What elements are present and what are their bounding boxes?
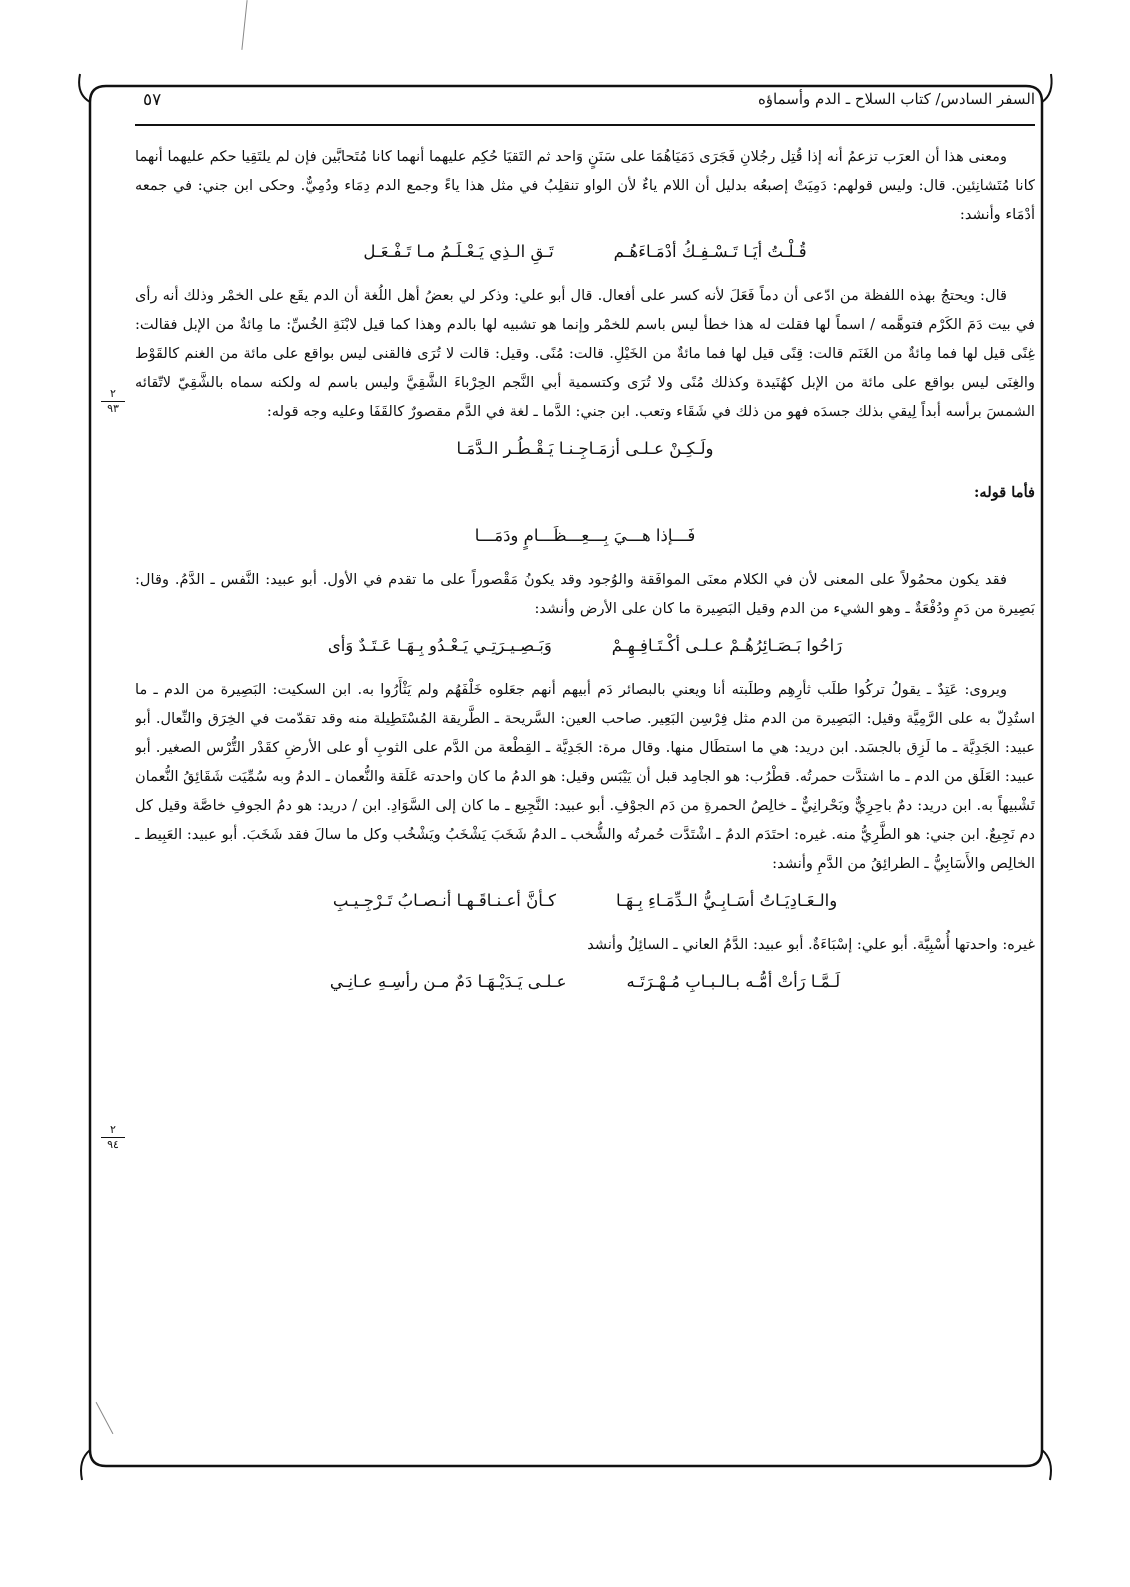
margin-note-top: ٢ (110, 387, 116, 400)
margin-note (98, 1124, 128, 1151)
paragraph: ومعنى هذا أن العرَب تزعمُ أنه إذا قُتِل رجُلانِ فَجَرَى دَمَيَاهُمَا على سَنَنٍ وَاحد ثم التَقيَا حُكِم عليهما أنهما كانا مُتَحابَّين فإن لم يلتَقِيا حكم عليهما أنهما كانا مُتَشانِئين. قال: وليس قولهم: دَمِيَتْ إصبعُه بدليل أن اللام ياءٌ لأن الواو تنقلِبُ في مثل هذا ياءً وجمع الدم دِمَاء ودُمِيٌّ. وحكى ابن جني: في جمعه أدْمَاء وأنشد: (135, 148, 1035, 223)
paragraph: ويروى: عَتِدٌ ـ يقولُ تركُوا طلَب ثأرِهِم وطلَبته أنا ويعني بالبصائر دَم أبيهم أنهم جعَلوه خَلْفَهُم ولم يَثْأَرُوا به. ابن السكيت: البَصِيرة من الدم ـ ما استُدِلّ به على الرَّمِيَّة وقيل: البَصِيرة من الدم مثل فِرْسِن البَعِير. صاحب العين: السَّريحة ـ الطَّريقة المُسْتَطِيلة منه وقد تقدّمت في الخِرَق والنِّعال. أبو عبيد: الجَدِيَّة ـ ما لَزِق بالجسَد. ابن دريد: هي ما استطَال منها. وقال مرة: الجَدِيَّة ـ القِطْعة من الدَّم على الثوبِ أو على الأرضِ كقَدْر التُّرْس الصغير. أبو عبيد: العَلَق من الدم ـ ما اشتدَّت حمرتُه. قطْرُب: هو الجامِد قبل أن يَيْبَس وقيل: هو الدمُ ما كان واحدته عَلَقة والنُّعمان ـ الدمُ وبه سُمِّيَت شَقَائِقُ النُّعمان تَشْبيهاً به. ابن دريد: دمٌ باحِرِيٌّ وبَحْرانِيٌّ ـ خالِصُ الحمرةِ من دَم الجوْفِ. أبو عبيد: النَّجِيع ـ ما كان إلى السَّوَادِ. ابن / دريد: هو دمُ الجوفِ خاصَّة وقيل كل دم نَجِيعٌ. ابن جني: هو الطَّرِيُّ منه. غيره: احتَدَم الدمُ ـ اشْتَدَّت حُمرتُه والشُّخب ـ الدمُ شَخَبَ يَشْخَبُ ويَشْخُب وكل ما سالَ فقد شَخَبَ. أبو عبيد: العَبِيط ـ الخالِص والأَسَابِيُّ ـ الطرائِقُ من الدَّمِ وأنشد: (135, 681, 1035, 872)
verse (135, 884, 1035, 918)
header-rule (135, 124, 1035, 126)
margin-note (98, 388, 128, 415)
margin-note-bottom: ٩٤ (107, 1138, 119, 1151)
verse-second-hemistich: تَـقِ الـذِي يَـعْـلَـمُ مـا تَـفْـعَـل (363, 242, 554, 261)
paragraph: قال: ويحتجُ بهذه اللفظة من ادّعى أن دماً فَعَلَ لأنه كسر على أفعال. قال أبو علي: وذكر لي بعضُ أهل اللُغة أن الدم يقَع على الخمْر وذلك أنه رأى في بيت دَمَ الكَرْم فتوهَّمه / اسماً لها فقلت له هذا خطأ ليس باسم للخمْر وإنما هو تشبيه لها بالدم وهذا كما قيل لابْنَةِ الخُسِّ: ما مِائةٌ من الإبل فقالت: غِنًى قيل لها فما مِائةٌ من الغَنَم قالت: قِنًى قيل لها فما مائةٌ من الخَيْلِ. قالت: مُنًى. وقيل: قالت لا تُرَى فالقنى ليس بواقع على مائة من الغنم كالقَوْط والغِنَى ليس بواقع على مائة من الإبل كهُنَيدة وكذلك مُنًى ولا تُرَى وكتسمية أبي النَّجم الحِرْباءَ الشَّقِيَّ وليس باسم له ولكنه سماه بالشَّقِيّ لاتّقائه الشمسَ برأسه أبداً لِيقي بذلك جسدَه فهو من ذلك في شَقَاء وتعب. ابن جني: الدَّما ـ لغة في الدَّم مقصورٌ كالقَفَا وعليه وجه قوله: (135, 287, 1035, 420)
verse-line: فَـــإذا هـــيَ بِـــعِـــظَـــامٍ ودَمَـــا (474, 526, 696, 545)
margin-note-bottom: ٩٣ (107, 402, 119, 415)
paragraph: فقد يكون محمُولاً على المعنى لأن في الكلام معنَى الموافَقة والوُجود وقد يكونُ مَقْصوراً على ما تقدم في الأول. أبو عبيد: النَّفس ـ الدَّمُ. وقال: بَصِيرة من دَمٍ ودُفْعَةٌ ـ وهو الشيء من الدم وقيل البَصِيرة ما كان على الأرض وأنشد: (135, 571, 1035, 617)
verse-second-hemistich: وَبَـصِـيـرَتِـي يَـعْـدُو بِـهَـا عَـتَـدٌ وَأى (327, 636, 552, 655)
verse-first-hemistich: قُـلْـتُ أيَـا تَـسْـفِـكُ أدْمَـاءَهُـم (613, 242, 807, 261)
verse-first-hemistich: رَاحُوا بَـصَـائِرُهُـمْ عـلـى أكْـتَـافِـهِـمْ (611, 636, 843, 655)
verse (135, 519, 1035, 553)
scan-mark (241, 0, 247, 50)
body-text (135, 142, 1035, 1487)
verse (135, 629, 1035, 663)
verse-lead: فأما قوله: (974, 484, 1035, 501)
verse-first-hemistich: والـعَـادِيَـاتُ أسَـابِـيُّ الـدِّمَـاءِ بِـهَـا (615, 891, 838, 910)
verse (135, 432, 1035, 466)
verse (135, 235, 1035, 269)
page-number: ٥٧ (143, 90, 162, 110)
margin-note-top: ٢ (110, 1123, 116, 1136)
verse-second-hemistich: كـأنَّ أعـنـاقَـهـا أنـصـابُ تَـرْجِـيـبِ (332, 891, 556, 910)
header-title: السفر السادس/ كتاب السلاح ـ الدم وأسماؤه (757, 90, 1035, 108)
verse-first-hemistich: لَـمَّـا رَأتْ أمُّـه بـالـبـابِ مُـهْـرَتَـه (626, 972, 841, 991)
verse (135, 965, 1035, 999)
paragraph: غيره: واحدتها أُسْبِيَّة. أبو علي: إسْبَاءَةٌ. أبو عبيد: الدَّمُ العاني ـ السائِلُ وأنشد (587, 936, 1035, 953)
running-header (135, 84, 1035, 120)
verse-line: ولَـكِـنْ عـلـى أزمَـاجِـنـا يَـقْـطُـر الـدَّمَـا (456, 439, 714, 458)
verse-second-hemistich: عـلـى يَـدَيْـهَـا دَمٌ مـن رأسِـهِ عـانِـي (329, 972, 567, 991)
